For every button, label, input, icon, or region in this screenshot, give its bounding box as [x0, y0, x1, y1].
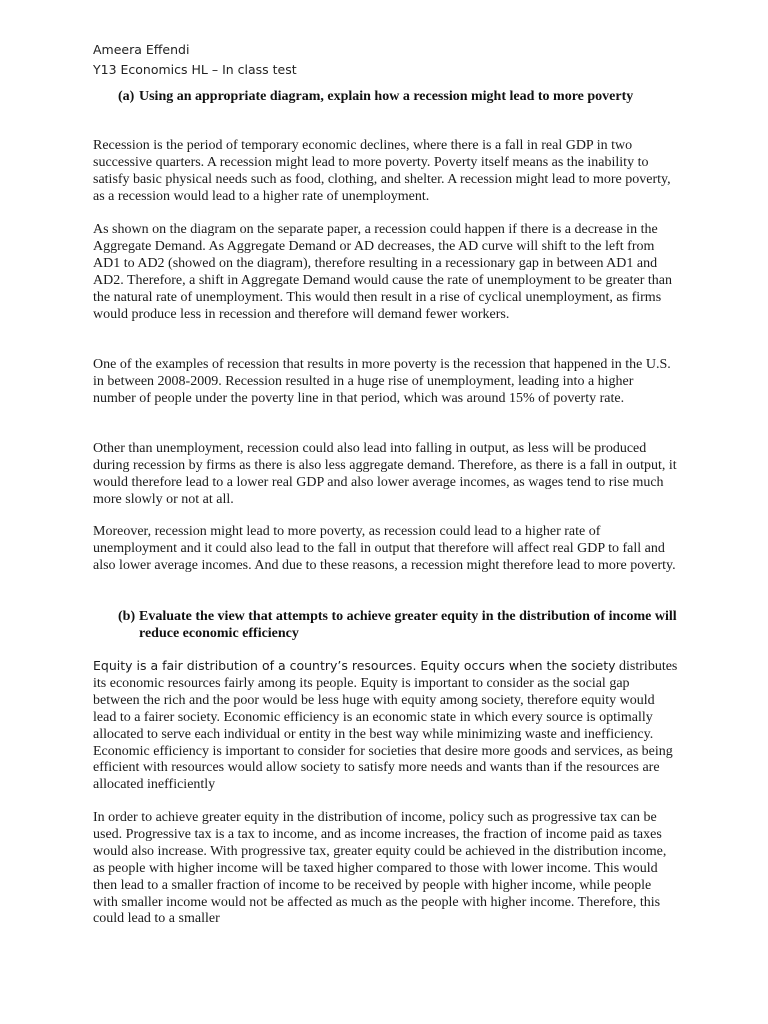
document-header [93, 40, 297, 80]
question-a-text: Using an appropriate diagram, explain how a recession might lead to more poverty [139, 89, 634, 104]
question-a-label: (a) [118, 89, 135, 104]
question-a-heading [118, 88, 678, 105]
author-name: Ameera Effendi [93, 42, 190, 57]
section-a-paragraph-3: One of the examples of recession that results in more poverty is the recession that happened in the U.S. in between 2008-2009. Recession resulted in a huge rise of unemployment, leading into a higher number of people under the poverty line in that period, which was around 15% of poverty rate. [93, 357, 671, 406]
section-b-paragraph-1 [93, 658, 678, 794]
section-b-paragraph-1-lead: Equity is a fair distribution of a country’s resources. Equity occurs when the society [93, 658, 616, 673]
course-title: Y13 Economics HL – In class test [93, 62, 297, 77]
section-a-paragraph-4: Other than unemployment, recession could also lead into falling in output, as less will be produced during recession by firms as there is also less aggregate demand. Therefore, as there is a fall in output, it would therefore lead to a lower real GDP and also lower average incomes, as wages tend to rise much more slowly or not at all. [93, 441, 677, 507]
question-b-heading [118, 608, 678, 642]
section-b-paragraph-2: In order to achieve greater equity in the distribution of income, policy such as progressive tax can be used. Progressive tax is a tax to income, and as income increases, the fraction of income paid as taxes would also increase. With progressive tax, greater equity could be achieved in the distribution income, as people with higher income will be taxed higher compared to those with lower income. This would then lead to a smaller fraction of income to be received by people with higher income, while people with smaller income would not be affected as much as the people with higher income. Therefore, this could lead to a smaller [93, 810, 667, 927]
section-a-paragraph-1: Recession is the period of temporary economic declines, where there is a fall in real GDP in two successive quarters. A recession might lead to more poverty. Poverty itself means as the inability to satisfy basic physical needs such as food, clothing, and shelter. A recession might lead to more poverty, as a recession would lead to a higher rate of unemployment. [93, 138, 671, 204]
section-a-paragraph-5: Moreover, recession might lead to more poverty, as recession could lead to a higher rate of unemployment and it could also lead to the fall in output that therefore will affect real GDP to fall and also lower average incomes. And due to these reasons, a recession might therefore lead to more poverty. [93, 524, 676, 573]
question-b-label: (b) [118, 609, 136, 624]
question-b-text: Evaluate the view that attempts to achieve greater equity in the distribution of income will reduce economic efficiency [139, 609, 677, 641]
section-a-paragraph-2: As shown on the diagram on the separate paper, a recession could happen if there is a decrease in the Aggregate Demand. As Aggregate Demand or AD decreases, the AD curve will shift to the left from AD1 to AD2 (showed on the diagram), therefore resulting in a recessionary gap in between AD1 and AD2. Therefore, a shift in Aggregate Demand would cause the rate of unemployment to be greater than the natural rate of unemployment. This would then result in a rise of cyclical unemployment, as firms would produce less in recession and therefore will demand fewer workers. [93, 222, 672, 322]
section-b-paragraph-1-rest: distributes its economic resources fairly among its people. Equity is important to consider as the social gap between the rich and the poor would be less huge with equity among society, therefore equity would lead to a fairer society. Economic efficiency is an economic state in which every source is optimally allocated to serve each individual or entity in the best way while minimizing waste and inefficiency. Economic efficiency is important to consider for societies that desire more goods and services, as being efficient with resources would allow society to satisfy more needs and wants than if the resources are allocated inefficiently [93, 659, 678, 793]
